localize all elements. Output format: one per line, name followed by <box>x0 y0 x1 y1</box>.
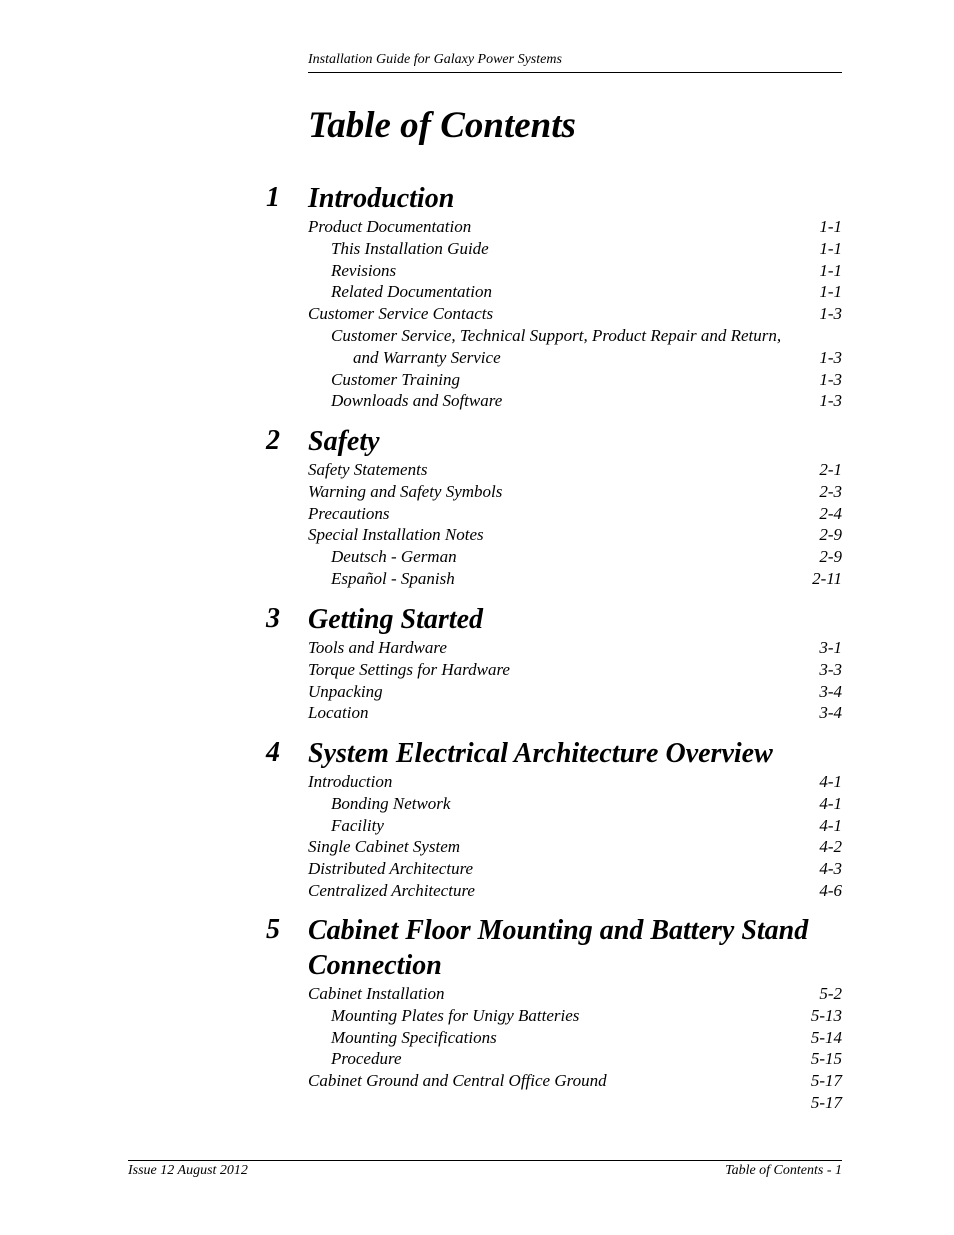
chapter-number: 5 <box>266 914 280 945</box>
toc-entry-text: Location <box>308 703 369 723</box>
toc-entry[interactable] <box>266 1005 842 1027</box>
footer-issue: Issue 12 August 2012 <box>128 1163 248 1178</box>
toc-entry[interactable] <box>266 325 842 347</box>
toc-entry-page: 2-1 <box>819 460 842 479</box>
toc-entry[interactable] <box>266 260 842 282</box>
toc-entry-text: Product Documentation <box>308 217 472 236</box>
toc-entry[interactable] <box>266 702 842 724</box>
toc-entry[interactable] <box>266 858 842 880</box>
toc-entry-text: Deutsch - German <box>331 547 457 567</box>
toc-entry-page: 1-1 <box>819 238 842 258</box>
toc-entry[interactable] <box>266 459 842 481</box>
toc-entry-page: 1-3 <box>819 304 842 324</box>
page-title: Table of Contents <box>308 105 576 146</box>
toc-entry[interactable] <box>266 281 842 303</box>
chapter-number: 4 <box>266 737 280 768</box>
toc-entry[interactable] <box>266 347 842 369</box>
toc-entry[interactable] <box>266 216 842 238</box>
header-rule <box>308 72 842 73</box>
toc-entry-page: 1-1 <box>819 282 842 302</box>
toc-entry-page: 4-1 <box>819 815 842 835</box>
chapter-1 <box>266 181 842 412</box>
chapter-number: 3 <box>266 603 280 634</box>
toc-entry-text: and Warranty Service <box>353 347 501 367</box>
chapter-number: 2 <box>266 425 280 456</box>
toc-entry-page: 5-17 <box>810 1071 842 1091</box>
chapter-title: Safety <box>308 426 380 457</box>
chapter-title: Cabinet Floor Mounting and Battery Stand Connection <box>308 915 809 981</box>
toc-entry-text: Customer Training <box>331 369 460 389</box>
running-header: Installation Guide for Galaxy Power Systems <box>308 52 562 67</box>
toc-entry-page: 5-13 <box>810 1005 842 1025</box>
footer-page-label: Table of Contents - 1 <box>725 1163 842 1178</box>
toc-entry-text: Warning and Safety Symbols <box>308 481 503 501</box>
chapter-number: 1 <box>266 182 280 213</box>
chapter-title: System Electrical Architecture Overview <box>308 738 773 769</box>
toc-entry-page: 4-1 <box>819 772 842 791</box>
footer-rule <box>128 1160 842 1161</box>
chapter-heading[interactable] <box>266 913 842 983</box>
toc-entry[interactable] <box>266 637 842 659</box>
toc-entry-page: 1-3 <box>819 391 842 411</box>
toc-entry-text: Cabinet Installation <box>308 984 445 1003</box>
toc-entry-text: Torque Settings for Hardware <box>308 659 510 679</box>
toc-entry-text: Español - Spanish <box>331 568 455 588</box>
toc-entry-text: This Installation Guide <box>331 238 489 258</box>
toc-entry-text: Precautions <box>308 503 390 523</box>
toc-entry-text: Centralized Architecture <box>308 880 475 900</box>
toc-entry-text: Downloads and Software <box>331 391 503 411</box>
toc-entry[interactable] <box>266 771 842 793</box>
toc-entry[interactable] <box>266 390 842 412</box>
toc-entry-text: Safety Statements <box>308 460 428 479</box>
toc-entry-text: Tools and Hardware <box>308 638 447 657</box>
chapter-title: Introduction <box>308 183 455 214</box>
chapter-heading[interactable] <box>266 736 842 771</box>
toc-entry[interactable] <box>266 815 842 837</box>
toc-entry[interactable] <box>266 1092 842 1114</box>
toc-entry-text: Mounting Specifications <box>331 1027 497 1047</box>
toc-entry-page: 3-1 <box>819 638 842 657</box>
toc-entry-page: 3-4 <box>819 681 842 701</box>
toc-entry-page: 2-3 <box>819 481 842 501</box>
chapter-2 <box>266 424 842 590</box>
toc-entry[interactable] <box>266 836 842 858</box>
toc-entry[interactable] <box>266 659 842 681</box>
toc-entry-text: Mounting Plates for Unigy Batteries <box>331 1005 580 1025</box>
toc-entry-page: 4-1 <box>819 793 842 813</box>
toc-entry-text: Customer Service, Technical Support, Product Repair and Return, <box>331 325 782 345</box>
toc-entry-page: 2-4 <box>819 503 842 523</box>
toc-entry-page: 1-3 <box>819 347 842 367</box>
chapter-4 <box>266 736 842 902</box>
toc-entry-page: 3-3 <box>819 659 842 679</box>
toc-entry-page: 1-3 <box>819 369 842 389</box>
toc-entry-page: 5-15 <box>810 1049 842 1069</box>
toc-entry[interactable] <box>266 481 842 503</box>
chapter-heading[interactable] <box>266 602 842 637</box>
toc-entry-page: 5-2 <box>819 984 842 1003</box>
toc-entry-page: 5-17 <box>810 1092 842 1112</box>
toc-entry[interactable] <box>266 1027 842 1049</box>
toc-entry[interactable] <box>266 369 842 391</box>
chapter-heading[interactable] <box>266 181 842 216</box>
toc-entry[interactable] <box>266 503 842 525</box>
toc-entry-text: Bonding Network <box>331 793 451 813</box>
chapter-heading[interactable] <box>266 424 842 459</box>
toc-entry-text: Revisions <box>331 260 397 280</box>
toc-entry-text: Related Documentation <box>331 282 492 302</box>
toc-entry[interactable] <box>266 546 842 568</box>
toc-entry-text: Procedure <box>331 1049 402 1069</box>
toc-entry-text: Single Cabinet System <box>308 837 461 857</box>
toc-entry[interactable] <box>266 793 842 815</box>
toc-entry-page: 2-9 <box>819 547 842 567</box>
toc-entry[interactable] <box>266 880 842 902</box>
toc-entry[interactable] <box>266 568 842 590</box>
toc-entry-text: Distributed Architecture <box>308 859 474 879</box>
toc-entry-page: 1-1 <box>819 260 842 280</box>
toc-entry[interactable] <box>266 1070 842 1092</box>
toc-entry-page: 2-11 <box>812 568 842 588</box>
toc-entry[interactable] <box>266 524 842 546</box>
toc-entry[interactable] <box>266 1048 842 1070</box>
toc-entry-text: Introduction <box>308 772 393 791</box>
toc-entry-page: 4-6 <box>819 880 842 900</box>
toc-entry-text: Facility <box>331 815 384 835</box>
toc-entry-page: 5-14 <box>810 1027 842 1047</box>
toc-entry-page: 3-4 <box>819 703 842 723</box>
toc-entry-page: 4-2 <box>819 837 842 857</box>
toc-entry-page: 1-1 <box>819 217 842 236</box>
chapter-3 <box>266 602 842 724</box>
toc-entry[interactable] <box>266 681 842 703</box>
toc-entry-page: 2-9 <box>819 525 842 545</box>
toc-entry-page: 4-3 <box>819 859 842 879</box>
toc-entry-text: Customer Service Contacts <box>308 304 494 324</box>
toc-entry-text: Special Installation Notes <box>308 525 484 545</box>
toc-entry[interactable] <box>266 238 842 260</box>
toc-entry[interactable] <box>266 303 842 325</box>
toc-entry-text: Cabinet Ground and Central Office Ground <box>308 1071 607 1091</box>
chapter-5 <box>266 913 842 1114</box>
toc-entry[interactable] <box>266 983 842 1005</box>
toc-entry-text: Unpacking <box>308 681 383 701</box>
chapter-title: Getting Started <box>308 604 484 635</box>
